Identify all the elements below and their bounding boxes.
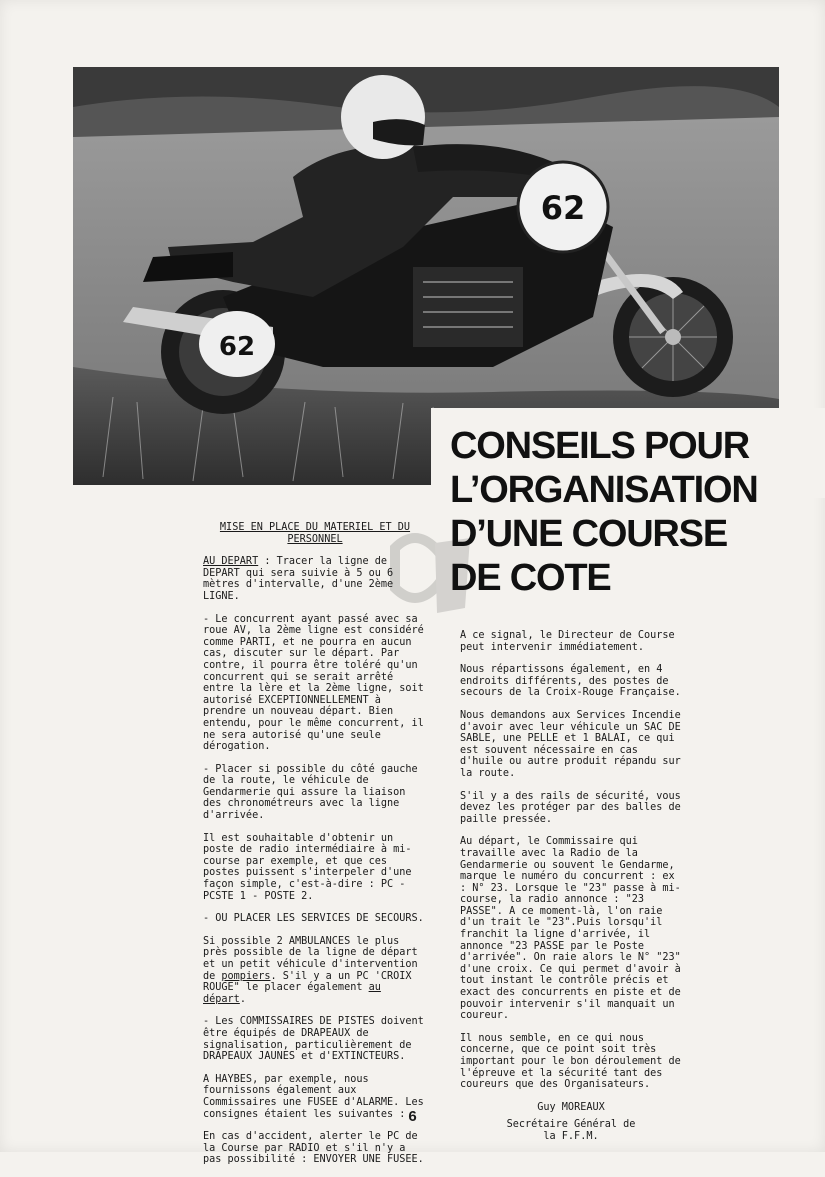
section-heading-line-2: PERSONNEL	[287, 533, 343, 545]
paragraph-haybes: A HAYBES, par exemple, nous fournissons également aux Commissaires une FUSEE d'ALARME. Les consignes étaient les suivantes :	[203, 1073, 424, 1120]
section-heading	[203, 522, 427, 545]
ambulances-underline-1: pompiers	[221, 970, 271, 982]
paragraph-ambulances	[203, 936, 427, 1006]
paragraph-secours-heading: - OU PLACER LES SERVICES DE SECOURS.	[203, 913, 424, 925]
title-line-3: D’UNE COURSE	[450, 513, 727, 555]
ambulances-text-2: . S'il y a un PC 'CROIX ROUGE" le placer également	[203, 970, 412, 994]
ambulances-text-1: Si possible 2 AMBULANCES le plus près possible de la ligne de départ et un petit véhicule d'intervention de	[203, 935, 418, 982]
right-column	[460, 630, 682, 1143]
paragraph-depart	[203, 556, 427, 602]
signature-role-line-2: la F.F.M.	[543, 1130, 599, 1142]
paragraph-incendie: Nous demandons aux Services Incendie d'avoir avec leur véhicule un SAC DE SABLE, une PELLE et 1 BALAI, ce qui est souvent nécessaire en cas d'huile ou autre produit répandu sur la route.	[460, 709, 681, 779]
rear-race-number: 62	[218, 332, 256, 362]
paragraph-accident: En cas d'accident, alerter le PC de la Course par RADIO et s'il n'y a pas possibilité : ENVOYER UNE FUSEE.	[203, 1131, 424, 1166]
ambulances-text-3: .	[239, 993, 246, 1005]
left-column	[203, 522, 427, 1177]
paragraph-conclusion: Il nous semble, en ce qui nous concerne, que ce point soit très important pour le bon déroulement de l'épreuve et la sécurité tant des coureurs que des Organisateurs.	[460, 1032, 681, 1091]
section-heading-line-1: MISE EN PLACE DU MATERIEL ET DU	[219, 522, 411, 533]
paragraph-gendarmerie: - Placer si possible du côté gauche de la route, le véhicule de Gendarmerie qui assure la liaison des chronométreurs avec la ligne d'arrivée.	[203, 763, 418, 822]
paragraph-radio-procedure: Au départ, le Commissaire qui travaille avec la Radio de la Gendarmerie ou souvent le Gendarme, marque le numéro du concurrent : ex : N° 23. Lorsque le "23" passe à mi-course, la radio annonce : "23 PASSE". A ce moment-là, l'on raie d'un trait le "23".Puis lorsqu'il franchit la ligne d'arrivée, il annonce "23 PASSE par le Poste d'arrivée". On raie alors le N° "23" d'une croix. Ce qui permet d'avoir à tout instant le contrôle précis et exact des concurrents en piste et de pouvoir intervenir s'il manquait un coureur.	[460, 836, 681, 1022]
paragraph-radio: Il est souhaitable d'obtenir un poste de radio intermédiaire à mi-course par exemple, et que ces postes puissent s'interpeler d'une façon simple, c'est-à-dire : PC - PCSTE 1 - POSTE 2.	[203, 832, 412, 902]
paragraph-commissaires: - Les COMMISSAIRES DE PISTES doivent être équipés de DRAPEAUX de signalisation, particulièrement de DRAPEAUX JAUNES et d'EXTINCTEURS.	[203, 1016, 424, 1063]
front-race-number: 62	[540, 189, 586, 227]
paragraph-signal: A ce signal, le Directeur de Course peut intervenir immédiatement.	[460, 630, 675, 653]
title-line-4: DE COTE	[450, 557, 611, 599]
article-title	[450, 424, 810, 600]
signature-name: Guy MOREAUX	[537, 1101, 605, 1113]
paragraph-depart-label: AU DEPART	[203, 556, 259, 568]
paragraph-depart-text: : Tracer la ligne de DEPART qui sera suivie à 5 ou 6 mètres d'intervalle, d'une 2ème LIGNE.	[203, 556, 394, 602]
signature-role-line-1: Secrétaire Général de	[506, 1119, 636, 1131]
paragraph-concurrent: - Le concurrent ayant passé avec sa roue AV, la 2ème ligne est considéré comme PARTI, et ne pourra en aucun cas, discuter sur le départ. Par contre, il pourra être toléré qu'un concurrent qui se serait arrêté entre la lère et la 2ème ligne, soit autorisé EXCEPTIONNELLEMENT à prendre un nouveau départ. Bien entendu, pour le même concurrent, il ne sera autorisé qu'une seule dérogation.	[203, 613, 424, 753]
paragraph-rails: S'il y a des rails de sécurité, vous devez les protéger par des balles de paille pressée.	[460, 790, 681, 825]
title-line-2: L’ORGANISATION	[450, 469, 758, 511]
title-line-1: CONSEILS POUR	[450, 425, 749, 467]
page-number: 6	[408, 1108, 417, 1125]
ambulances-underline-2: au départ	[203, 982, 381, 1005]
paragraph-croix-rouge: Nous répartissons également, en 4 endroits différents, des postes de secours de la Croix-Rouge Française.	[460, 664, 681, 699]
